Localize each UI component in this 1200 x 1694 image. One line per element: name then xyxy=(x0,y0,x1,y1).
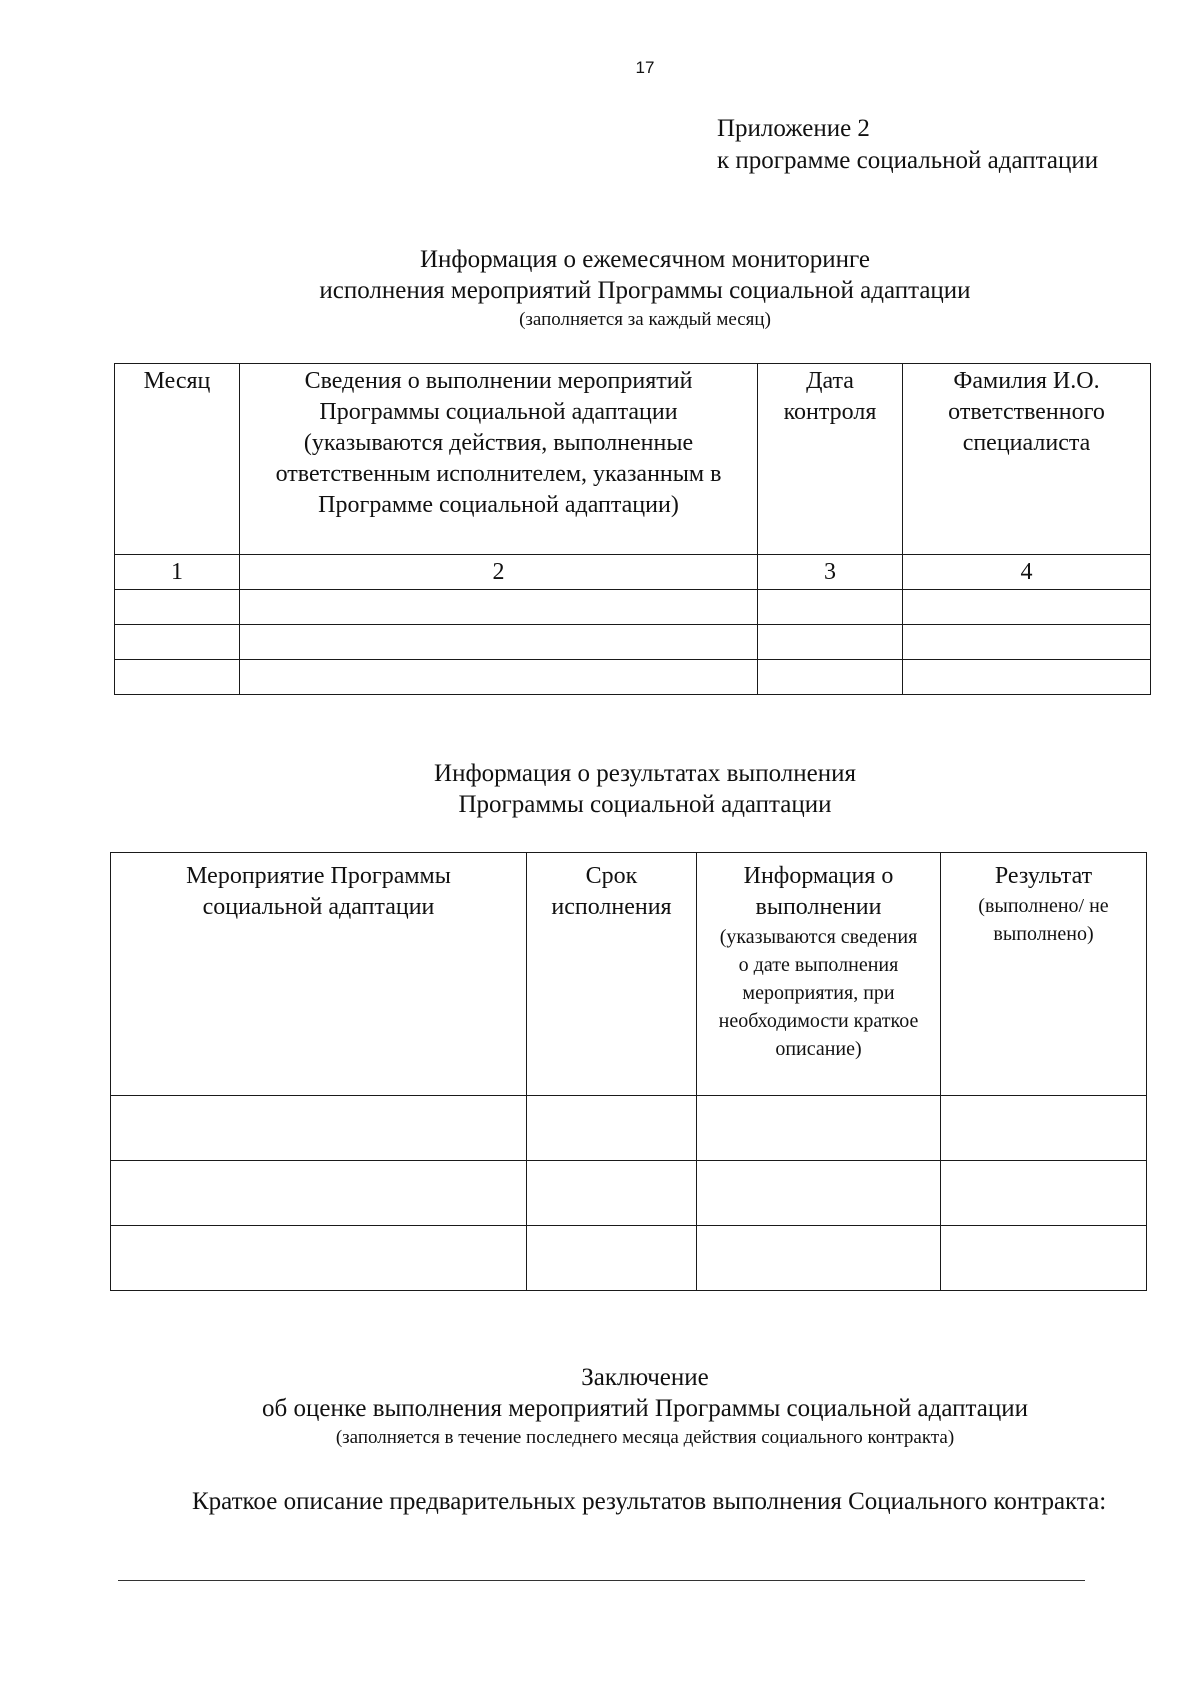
empty-cell[interactable] xyxy=(527,1096,697,1161)
header-result-label: Результат xyxy=(994,863,1093,889)
header-deadline-label: Срок исполнения xyxy=(551,863,672,920)
column-number: 1 xyxy=(115,555,240,590)
empty-cell[interactable] xyxy=(941,1161,1147,1226)
monitoring-title-line-2: исполнения мероприятий Программы социальной адаптации xyxy=(319,277,971,304)
appendix-line-1: Приложение 2 xyxy=(717,115,870,142)
column-number-row xyxy=(115,555,1151,590)
results-title-line-2: Программы социальной адаптации xyxy=(458,791,832,818)
empty-cell[interactable] xyxy=(527,1226,697,1291)
column-number: 4 xyxy=(903,555,1151,590)
empty-cell[interactable] xyxy=(527,1161,697,1226)
empty-cell[interactable] xyxy=(115,590,240,625)
table-row xyxy=(115,590,1151,625)
empty-cell[interactable] xyxy=(240,660,758,695)
appendix-line-2: к программе социальной адаптации xyxy=(717,147,1099,174)
monitoring-table xyxy=(114,363,1151,695)
empty-cell[interactable] xyxy=(697,1226,941,1291)
empty-cell[interactable] xyxy=(111,1096,527,1161)
empty-cell[interactable] xyxy=(941,1096,1147,1161)
empty-cell[interactable] xyxy=(903,590,1151,625)
header-result-note: (выполнено/ не выполнено) xyxy=(978,895,1109,945)
header-execution-info xyxy=(697,853,941,1096)
empty-cell[interactable] xyxy=(758,590,903,625)
header-control-date: Дата контроля xyxy=(758,364,903,555)
column-number: 3 xyxy=(758,555,903,590)
page-number: 17 xyxy=(635,58,655,77)
conclusion-heading xyxy=(0,1362,1200,1451)
results-title-line-1: Информация о результатах выполнения xyxy=(434,760,856,787)
header-result xyxy=(941,853,1147,1096)
monitoring-note: (заполняется за каждый месяц) xyxy=(519,309,771,330)
empty-cell[interactable] xyxy=(941,1226,1147,1291)
fill-in-line[interactable] xyxy=(118,1580,1085,1581)
header-execution-info-note: (указываются сведения о дате выполнения мероприятия, при необходимости краткое описание) xyxy=(718,926,919,1060)
empty-cell[interactable] xyxy=(240,590,758,625)
monitoring-heading xyxy=(0,244,1200,333)
empty-cell[interactable] xyxy=(903,660,1151,695)
header-activities-info: Сведения о выполнении мероприятий Программы социальной адаптации (указываются действия, выполненные ответственным исполнителем, указанным в Программе социальной адаптации) xyxy=(240,364,758,555)
conclusion-title-line-2: об оценке выполнения мероприятий Программы социальной адаптации xyxy=(262,1395,1028,1422)
appendix-header xyxy=(717,113,1098,177)
header-month: Месяц xyxy=(115,364,240,555)
empty-cell[interactable] xyxy=(758,625,903,660)
table-header-row xyxy=(115,364,1151,555)
header-execution-info-label: Информация о выполнении xyxy=(743,863,894,920)
empty-cell[interactable] xyxy=(115,660,240,695)
empty-cell[interactable] xyxy=(697,1096,941,1161)
empty-cell[interactable] xyxy=(111,1161,527,1226)
empty-cell[interactable] xyxy=(111,1226,527,1291)
table-row xyxy=(115,660,1151,695)
monitoring-title-line-1: Информация о ежемесячном мониторинге xyxy=(419,246,871,273)
conclusion-paragraph: Краткое описание предварительных результатов выполнения Социального контракта: xyxy=(192,1488,1107,1515)
header-activity-label: Мероприятие Программы социальной адаптации xyxy=(186,863,451,920)
header-responsible-name: Фамилия И.О. ответственного специалиста xyxy=(903,364,1151,555)
empty-cell[interactable] xyxy=(758,660,903,695)
table-row xyxy=(111,1226,1147,1291)
header-deadline xyxy=(527,853,697,1096)
empty-cell[interactable] xyxy=(240,625,758,660)
table-header-row xyxy=(111,853,1147,1096)
empty-cell[interactable] xyxy=(903,625,1151,660)
empty-cell[interactable] xyxy=(697,1161,941,1226)
conclusion-note: (заполняется в течение последнего месяца действия социального контракта) xyxy=(335,1427,955,1448)
table-row xyxy=(111,1096,1147,1161)
results-table xyxy=(110,852,1147,1291)
results-heading xyxy=(0,758,1200,820)
empty-cell[interactable] xyxy=(115,625,240,660)
conclusion-title-line-1: Заключение xyxy=(581,1364,709,1391)
header-activity xyxy=(111,853,527,1096)
table-row xyxy=(111,1161,1147,1226)
column-number: 2 xyxy=(240,555,758,590)
table-row xyxy=(115,625,1151,660)
